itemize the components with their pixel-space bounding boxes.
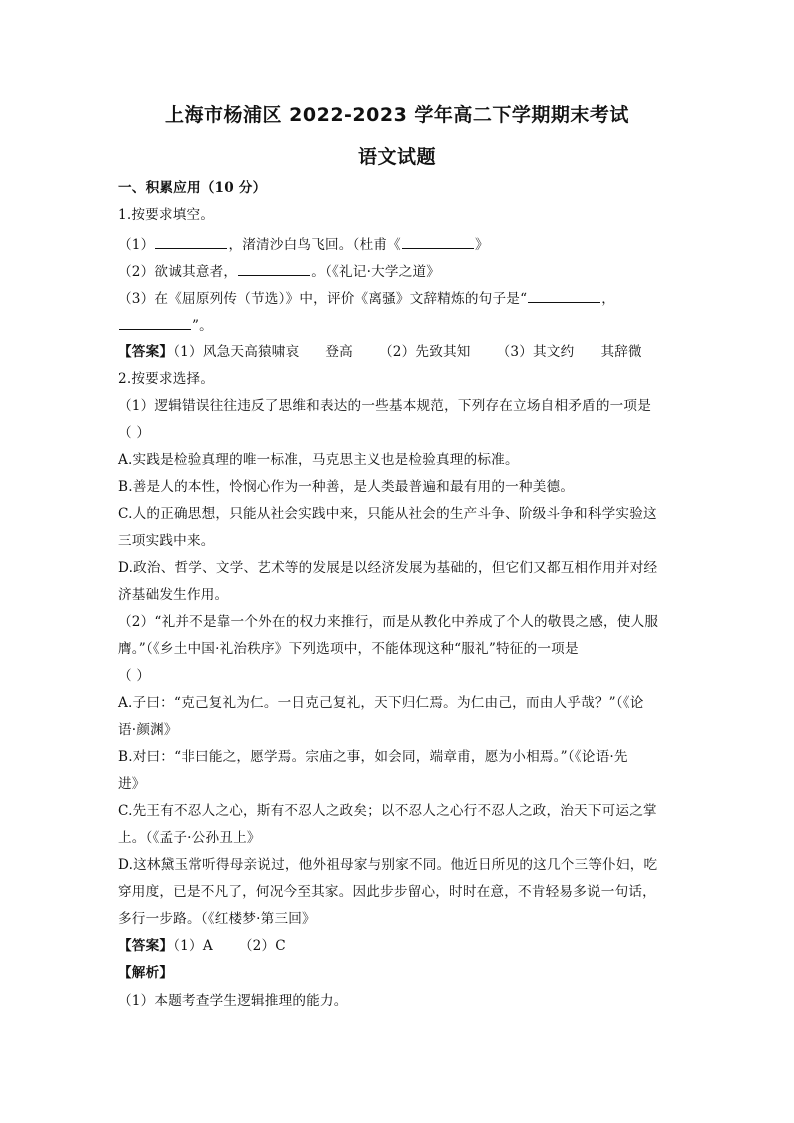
q2-sub2-option-c: C.先王有不忍人之心，斯有不忍人之政矣；以不忍人之心行不忍人之政，治天下可运之掌 xyxy=(118,803,657,819)
q1-answer: 【答案】（1）风急天高猿啸哀 登高 （2）先致其知 （3）其文约 其辞微 xyxy=(118,344,642,360)
q2-sub2-option-b-cont: 进》 xyxy=(118,776,146,792)
q2-sub2-option-a: A.子曰：“克己复礼为仁。一日克己复礼，天下归仁焉。为仁由己，而由人乎哉？”（《论 xyxy=(118,695,644,711)
blank xyxy=(402,234,474,249)
q2-sub1-option-d: D.政治、哲学、文学、艺术等的发展是以经济发展为基础的，但它们又都互相作用并对经 xyxy=(118,560,658,576)
q1-item-3-cont: ”。 xyxy=(118,315,213,335)
q2-sub1-stem: （1）逻辑错误往往违反了思维和表达的一些基本规范，下列存在立场自相矛盾的一项是 xyxy=(118,398,652,414)
q2-sub2-option-a-cont: 语·颜渊》 xyxy=(118,722,178,738)
analysis-label: 【解析】 xyxy=(118,965,174,981)
blank xyxy=(155,234,227,249)
q2-sub2-option-c-cont: 上。（《孟子·公孙丑上》 xyxy=(118,830,261,846)
section-heading: 一、积累应用（10 分） xyxy=(118,180,267,196)
analysis-text: （1）本题考查学生逻辑推理的能力。 xyxy=(118,993,348,1009)
q2-sub2-option-d-cont2: 多行一步路。（《红楼梦·第三回》 xyxy=(118,911,316,927)
q1-item-2: （2）欲诚其意者， 。（《礼记·大学之道》 xyxy=(118,261,440,281)
q2-sub1-option-b: B.善是人的本性，怜悯心作为一种善，是人类最普遍和最有用的一种美德。 xyxy=(118,479,575,495)
q2-sub1-option-c: C.人的正确思想，只能从社会实践中来，只能从社会的生产斗争、阶级斗争和科学实验这 xyxy=(118,506,657,522)
q1-title: 1.按要求填空。 xyxy=(118,207,215,223)
q2-sub2-option-d: D.这林黛玉常听得母亲说过，他外祖母家与别家不同。他近日所见的这几个三等仆妇，吃 xyxy=(118,857,658,873)
q2-sub1-option-c-cont: 三项实践中来。 xyxy=(118,533,215,549)
q2-sub1-option-a: A.实践是检验真理的唯一标准，马克思主义也是检验真理的标准。 xyxy=(118,452,519,468)
q2-sub2-stem: （2）“礼并不是靠一个外在的权力来推行，而是从教化中养成了个人的敬畏之感，使人服 xyxy=(118,614,659,630)
q2-answer: 【答案】（1）A （2）C xyxy=(118,938,286,954)
q2-sub2-bracket: （ ） xyxy=(118,668,151,684)
q2-sub2-stem-cont: 膺。”（《乡土中国·礼治秩序》下列选项中，不能体现这种“服礼”特征的一项是 xyxy=(118,641,579,657)
q2-sub2-option-d-cont: 穿用度，已是不凡了，何况今至其家。因此步步留心，时时在意，不肯轻易多说一句话， xyxy=(118,884,656,900)
exam-subtitle: 语文试题 xyxy=(357,146,436,168)
blank xyxy=(528,288,600,303)
exam-title: 上海市杨浦区 2022-2023 学年高二下学期期末考试 xyxy=(165,104,629,126)
q1-item-3: （3）在《屈原列传（节选）》中，评价《离骚》文辞精炼的句子是“ ， xyxy=(118,288,615,308)
blank xyxy=(238,261,310,276)
q2-sub2-option-b: B.对曰：“非曰能之，愿学焉。宗庙之事，如会同，端章甫，愿为小相焉。”（《论语·先 xyxy=(118,749,628,765)
q2-sub1-option-d-cont: 济基础发生作用。 xyxy=(118,587,229,603)
q2-sub1-bracket: （ ） xyxy=(118,425,151,441)
q2-title: 2.按要求选择。 xyxy=(118,371,215,387)
q1-item-1: （1） ，渚清沙白鸟飞回。（杜甫《 》 xyxy=(118,234,489,254)
blank xyxy=(119,315,191,330)
